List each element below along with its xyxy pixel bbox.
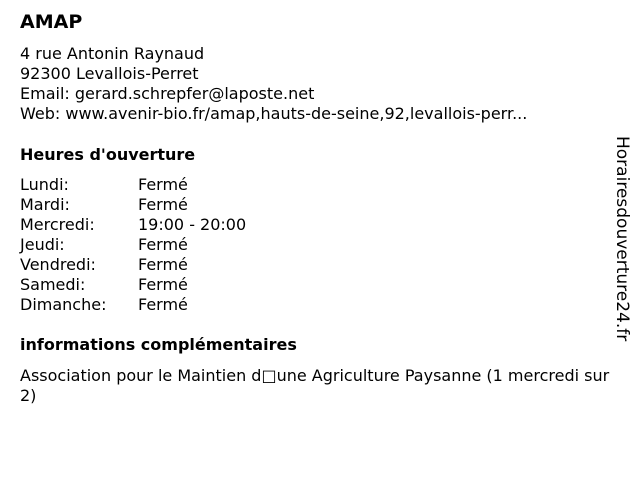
hours-row-tuesday (20, 195, 246, 215)
day-hours: Fermé (138, 255, 188, 274)
email-line: Email: gerard.schrepfer@laposte.net (20, 84, 315, 103)
hours-row-friday (20, 255, 246, 275)
site-watermark: Horairesdouverture24.fr (612, 136, 632, 342)
day-label: Dimanche: (20, 295, 107, 314)
day-hours: 19:00 - 20:00 (138, 215, 247, 234)
street-address: 4 rue Antonin Raynaud (20, 44, 205, 63)
day-hours: Fermé (138, 195, 188, 214)
day-label: Mercredi: (20, 215, 95, 234)
hours-row-thursday (20, 235, 246, 255)
day-hours: Fermé (138, 175, 188, 194)
day-hours: Fermé (138, 275, 188, 294)
hours-row-monday (20, 175, 246, 195)
additional-info-heading: informations complémentaires (20, 335, 297, 354)
day-label: Mardi: (20, 195, 70, 214)
web-line: Web: www.avenir-bio.fr/amap,hauts-de-seine,92,levallois-perr... (20, 104, 528, 123)
day-label: Lundi: (20, 175, 69, 194)
day-hours: Fermé (138, 295, 188, 314)
opening-hours-heading: Heures d'ouverture (20, 145, 196, 164)
business-name: AMAP (20, 11, 83, 33)
day-label: Jeudi: (20, 235, 65, 254)
hours-row-saturday (20, 275, 246, 295)
hours-row-sunday (20, 295, 246, 315)
day-hours: Fermé (138, 235, 188, 254)
city-postcode: 92300 Levallois-Perret (20, 64, 199, 83)
hours-row-wednesday (20, 215, 246, 235)
day-label: Samedi: (20, 275, 86, 294)
contact-block (20, 44, 600, 124)
additional-info-text: Association pour le Maintien d□une Agriculture Paysanne (1 mercredi sur 2) (20, 366, 610, 405)
day-label: Vendredi: (20, 255, 96, 274)
opening-hours-table (20, 175, 246, 315)
